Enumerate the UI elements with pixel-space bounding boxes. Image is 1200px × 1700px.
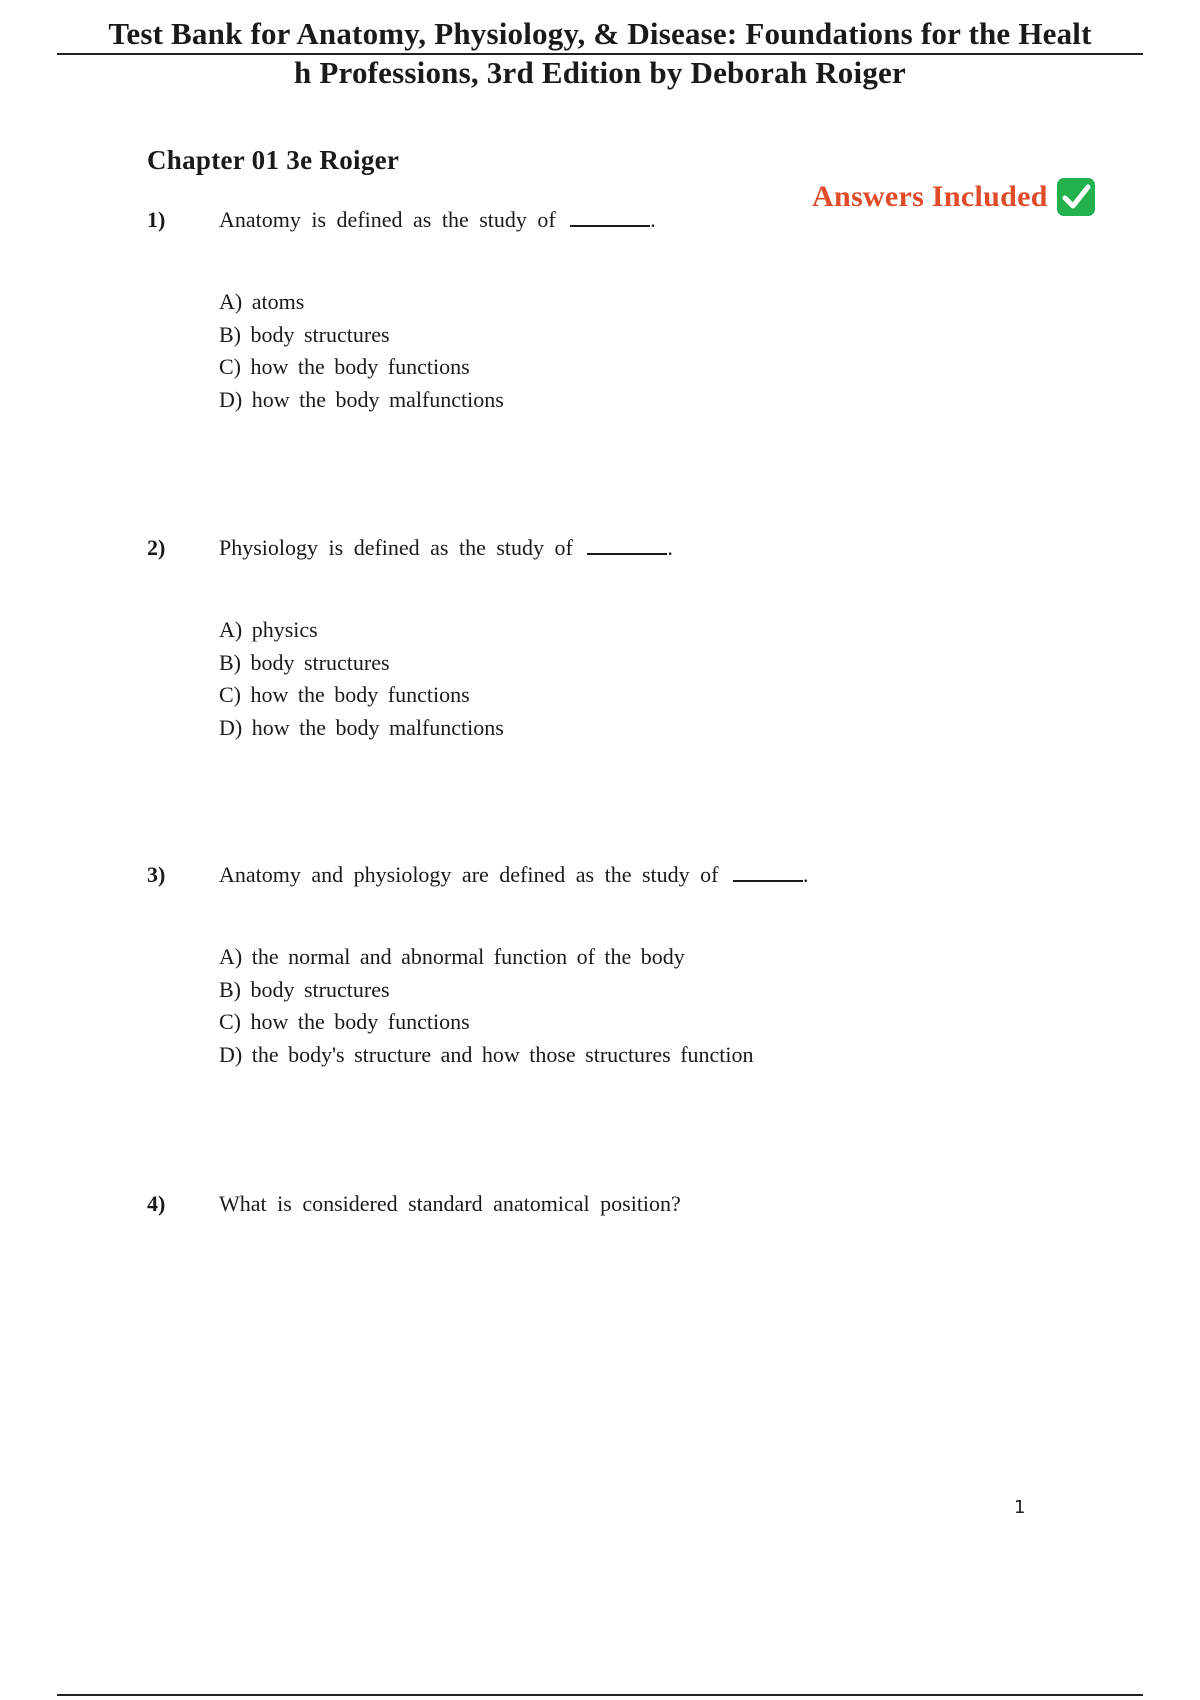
question-stem: What is considered standard anatomical position?	[219, 1191, 681, 1216]
question-stem: Anatomy and physiology are defined as the study of .	[219, 862, 809, 887]
question-number: 3)	[147, 862, 166, 887]
answer-options	[219, 286, 504, 416]
option-c: C) how the body functions	[219, 682, 470, 707]
question-stem: Physiology is defined as the study of .	[219, 535, 673, 560]
answer-blank	[570, 205, 650, 227]
answers-included-badge	[812, 177, 1096, 217]
option-b: B) body structures	[219, 976, 390, 1002]
option-c: C) how the body functions	[219, 354, 470, 379]
option-a: A) the normal and abnormal function of the body	[219, 944, 685, 969]
header-title-line-2: h Professions, 3rd Edition by Deborah Roiger	[294, 55, 906, 90]
option-d: D) how the body malfunctions	[219, 714, 504, 740]
page-number: 1	[1014, 1497, 1026, 1518]
answer-blank	[733, 860, 803, 882]
check-mark-button-icon	[1056, 177, 1096, 217]
document-header	[57, 16, 1143, 91]
question-number: 2)	[147, 535, 166, 560]
answer-options	[219, 614, 504, 744]
footer-divider	[57, 1694, 1143, 1696]
answer-blank	[587, 533, 667, 555]
option-a: A) atoms	[219, 289, 305, 314]
chapter-title: Chapter 01 3e Roiger	[147, 145, 400, 175]
option-d: D) how the body malfunctions	[219, 386, 504, 412]
option-b: B) body structures	[219, 649, 390, 675]
option-c: C) how the body functions	[219, 1009, 470, 1034]
question-stem: Anatomy is defined as the study of .	[219, 207, 656, 232]
question-number: 4)	[147, 1191, 166, 1216]
answer-options	[219, 941, 754, 1071]
question-number: 1)	[147, 207, 166, 232]
option-b: B) body structures	[219, 321, 390, 347]
badge-text: Answers Included	[812, 180, 1048, 213]
option-a: A) physics	[219, 617, 318, 642]
header-title-line-1: Test Bank for Anatomy, Physiology, & Disease: Foundations for the Healt	[57, 16, 1143, 55]
option-d: D) the body's structure and how those structures function	[219, 1041, 754, 1067]
